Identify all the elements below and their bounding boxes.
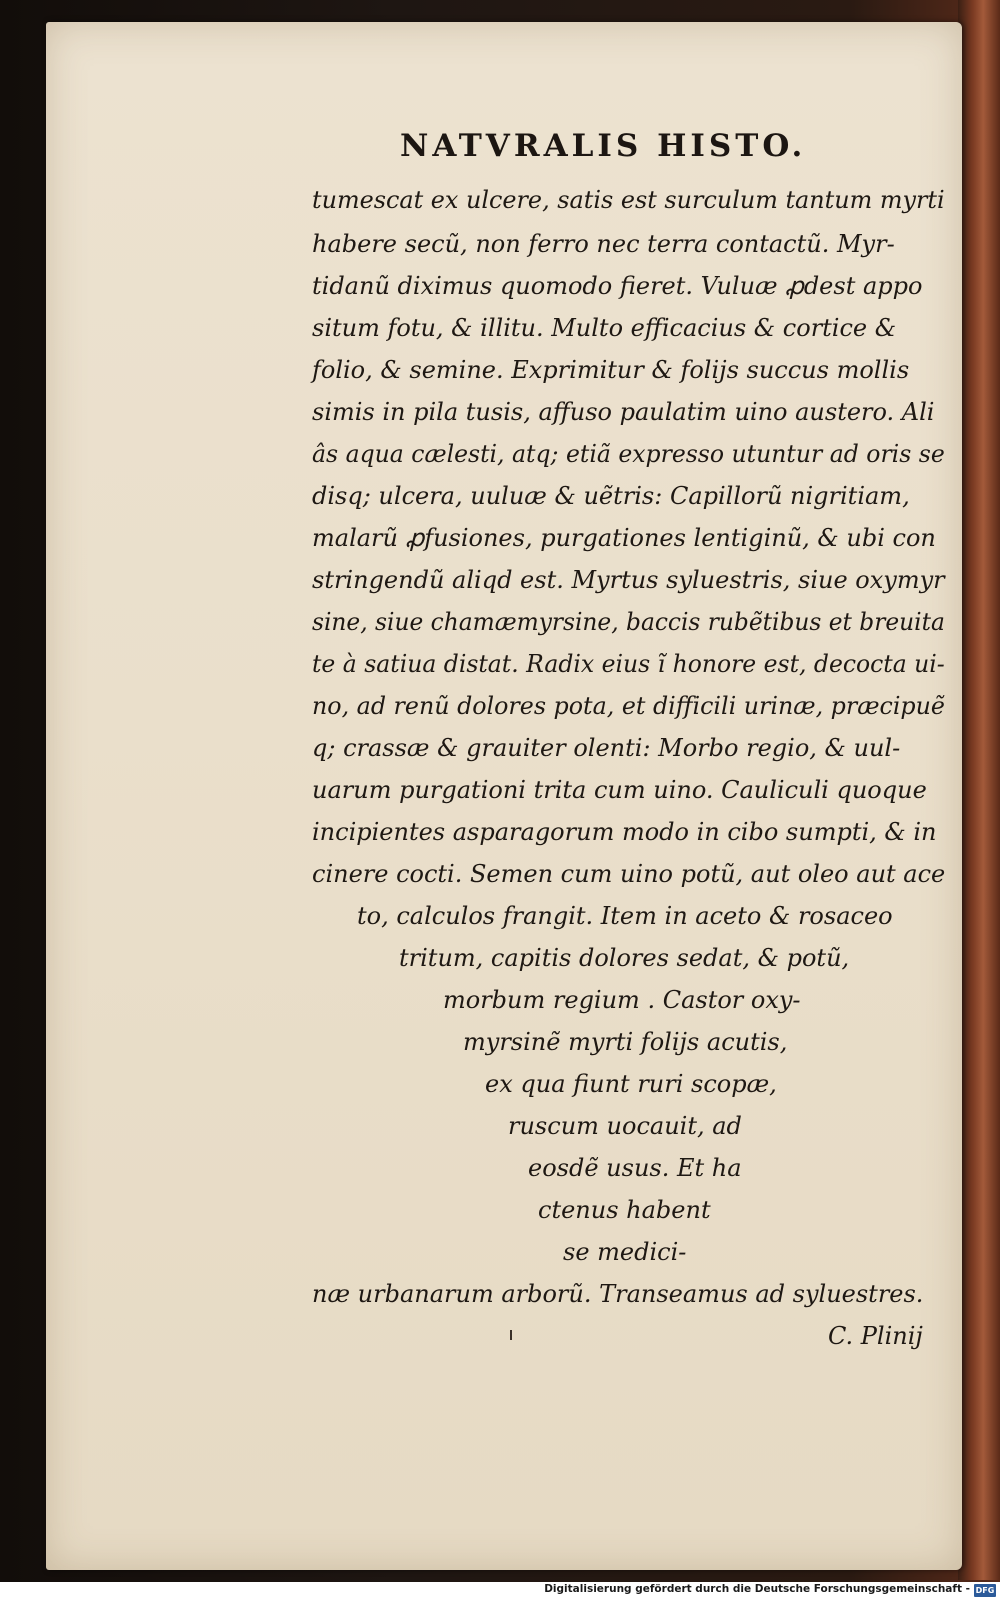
text-line: habere secũ, non ferro nec terra contactũ. Myr- — [312, 230, 895, 258]
text-line: uarum purgationi trita cum uino. Cauliculi quoque — [312, 776, 927, 804]
book-binding-edge — [958, 0, 1000, 1580]
text-line: ruscum uocauit, ad — [508, 1112, 742, 1140]
text-line: myrsinẽ myrti folijs acutis, — [463, 1028, 788, 1056]
text-line: stringendũ aliqd est. Myrtus syluestris, siue oxymyr — [312, 566, 945, 594]
text-line: âs aqua cælesti, atq; etiã expresso utuntur ad oris se — [312, 440, 945, 468]
text-line: disq; ulcera, uuluæ & uẽtris: Capillorũ nigritiam, — [312, 482, 910, 510]
text-line: eosdẽ usus. Et ha — [528, 1154, 742, 1182]
text-line: to, calculos frangit. Item in aceto & rosaceo — [357, 902, 893, 930]
text-line: malarũ ꝓfusiones, purgationes lentiginũ, & ubi con — [312, 524, 936, 552]
text-line: situm fotu, & illitu. Multo efficacius & cortice & — [312, 314, 897, 342]
text-line: q; crassæ & grauiter olenti: Morbo regio, & uul- — [312, 734, 901, 762]
text-line: næ urbanarum arborũ. Transeamus ad syluestres. — [312, 1280, 924, 1308]
text-line: tritum, capitis dolores sedat, & potũ, — [399, 944, 850, 972]
text-line: te à satiua distat. Radix eius ĩ honore est, decocta ui- — [312, 650, 945, 678]
text-line: simis in pila tusis, affuso paulatim uino austero. Ali — [312, 398, 935, 426]
text-line: tidanũ diximus quomodo fieret. Vuluæ ꝓdest appo — [312, 272, 923, 300]
catchword: C. Plinij — [828, 1322, 923, 1350]
footer-credit: Digitalisierung gefördert durch die Deutsche Forschungsgemeinschaft - — [544, 1583, 970, 1595]
text-line: incipientes asparagorum modo in cibo sumpti, & in — [312, 818, 937, 846]
printer-mark — [510, 1330, 512, 1340]
text-line: ex qua fiunt ruri scopæ, — [485, 1070, 777, 1098]
text-line: no, ad renũ dolores pota, et difficili urinæ, præcipuẽ — [312, 692, 945, 720]
running-head: NATVRALIS HISTO. — [400, 128, 807, 164]
text-line: sine, siue chamæmyrsine, baccis rubẽtibus et breuita — [312, 608, 945, 636]
text-line: tumescat ex ulcere, satis est surculum tantum myrti — [312, 186, 945, 214]
text-line: ctenus habent — [538, 1196, 711, 1224]
text-line: folio, & semine. Exprimitur & folijs succus mollis — [312, 356, 910, 384]
text-line: cinere cocti. Semen cum uino potũ, aut oleo aut ace — [312, 860, 946, 888]
dfg-logo-icon: DFG — [975, 1586, 995, 1595]
text-line: se medici- — [563, 1238, 687, 1266]
text-line: morbum regium . Castor oxy- — [443, 986, 801, 1014]
